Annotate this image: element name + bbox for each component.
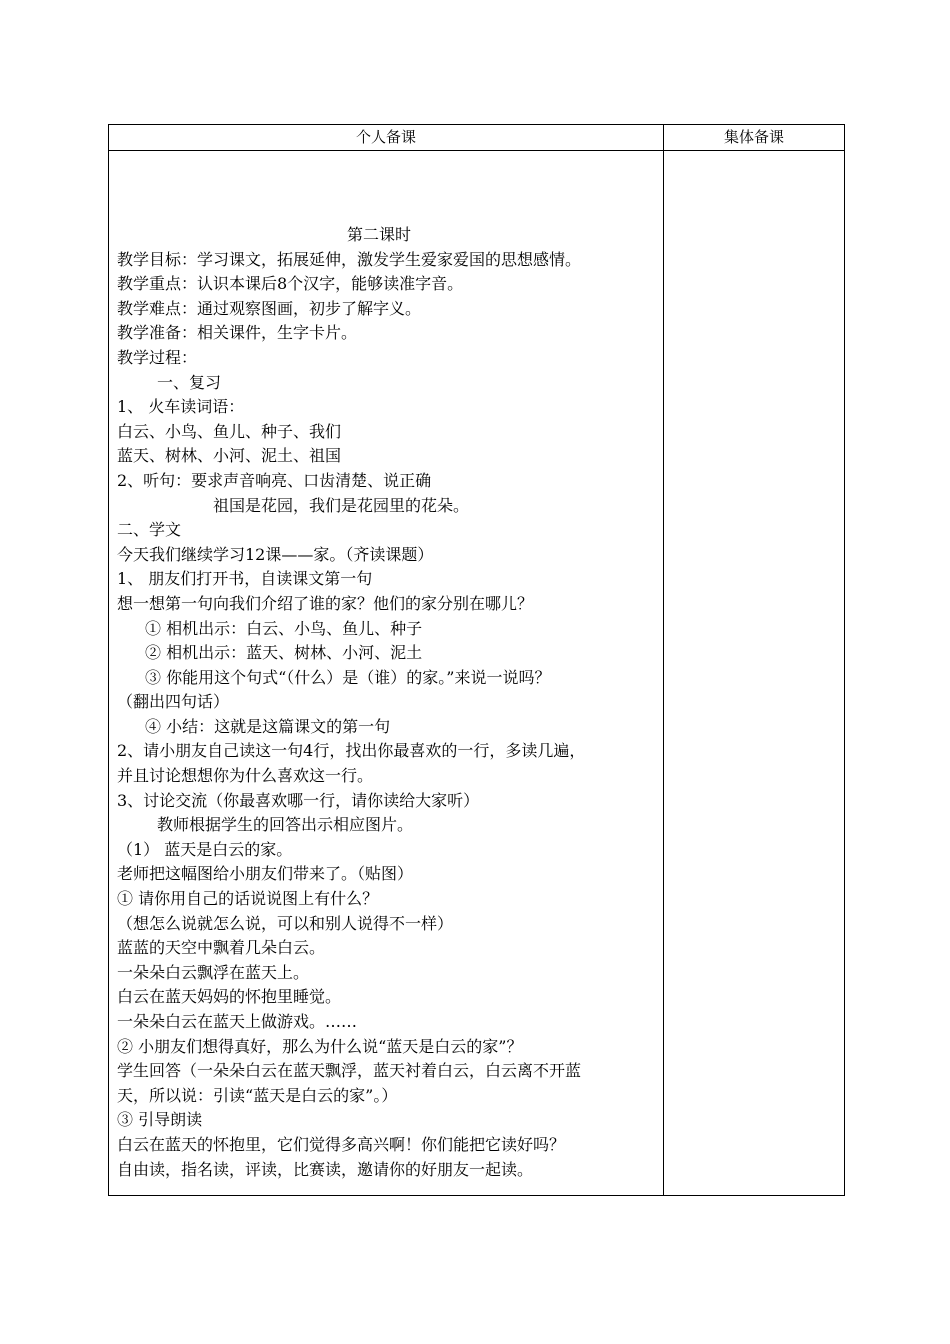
content-line: 白云、小鸟、鱼儿、种子、我们 bbox=[117, 421, 342, 441]
content-line: 祖国是花园，我们是花园里的花朵。 bbox=[213, 495, 470, 515]
header-personal-prep: 个人备课 bbox=[355, 128, 416, 146]
content-line: 学生回答（一朵朵白云在蓝天飘浮，蓝天衬着白云，白云离不开蓝 bbox=[117, 1061, 582, 1081]
content-line: 2、请小朋友自己读这一句4行，找出你最喜欢的一行，多读几遍， bbox=[117, 741, 586, 761]
content-line: 今天我们继续学习12课——家。（齐读课题） bbox=[117, 544, 434, 564]
content-line: 1、 火车读词语： bbox=[117, 397, 245, 417]
content-line: 蓝天、树林、小河、泥土、祖国 bbox=[117, 446, 342, 466]
content-line: 3、讨论交流（你最喜欢哪一行，请你读给大家听） bbox=[117, 790, 480, 810]
header-group-prep: 集体备课 bbox=[723, 128, 784, 146]
lesson-content bbox=[117, 223, 665, 1182]
content-line: ② 小朋友们想得真好，那么为什么说“蓝天是白云的家”？ bbox=[117, 1036, 523, 1056]
content-line: 并且讨论想想你为什么喜欢这一行。 bbox=[117, 766, 374, 786]
content-line: 想一想第一句向我们介绍了谁的家？他们的家分别在哪儿？ bbox=[117, 593, 534, 613]
content-line: 教学目标：学习课文，拓展延伸，激发学生爱家爱国的思想感情。 bbox=[117, 249, 582, 269]
content-line: 老师把这幅图给小朋友们带来了。（贴图） bbox=[117, 864, 414, 884]
content-line: ② 相机出示：蓝天、树林、小河、泥土 bbox=[145, 643, 423, 663]
content-line: ④ 小结：这就是这篇课文的第一句 bbox=[145, 716, 391, 736]
content-line: 2、听句：要求声音响亮、口齿清楚、说正确 bbox=[117, 470, 432, 490]
content-line: ③ 引导朗读 bbox=[117, 1110, 203, 1130]
table-header-row bbox=[109, 125, 844, 151]
content-line: 一朵朵白云在蓝天上做游戏。…… bbox=[117, 1012, 358, 1031]
content-line: 蓝蓝的天空中飘着几朵白云。 bbox=[117, 938, 326, 958]
content-line: 白云在蓝天的怀抱里，它们觉得多高兴啊！你们能把它读好吗？ bbox=[117, 1134, 566, 1154]
content-line: 白云在蓝天妈妈的怀抱里睡觉。 bbox=[117, 987, 342, 1007]
content-line: 1、 朋友们打开书，自读课文第一句 bbox=[117, 569, 373, 589]
content-line: 教学准备：相关课件，生字卡片。 bbox=[117, 323, 358, 343]
content-line: 二、学文 bbox=[117, 520, 182, 540]
content-line: 自由读，指名读，评读，比赛读，邀请你的好朋友一起读。 bbox=[117, 1159, 534, 1179]
content-line: 一、复习 bbox=[157, 372, 222, 392]
content-line: 教学重点：认识本课后8个汉字，能够读准字音。 bbox=[117, 274, 464, 294]
content-line: 教学过程： bbox=[117, 347, 198, 367]
content-line: ① 相机出示：白云、小鸟、鱼儿、种子 bbox=[145, 618, 423, 638]
content-line: 教师根据学生的回答出示相应图片。 bbox=[157, 815, 414, 835]
content-line: （翻出四句话） bbox=[117, 692, 230, 712]
content-line: （1） 蓝天是白云的家。 bbox=[117, 839, 293, 859]
content-line: 教学难点：通过观察图画，初步了解字义。 bbox=[117, 298, 422, 318]
content-line: 一朵朵白云飘浮在蓝天上。 bbox=[117, 962, 310, 982]
content-line: （想怎么说就怎么说，可以和别人说得不一样） bbox=[117, 913, 454, 933]
lesson-title: 第二课时 bbox=[346, 225, 411, 244]
content-line: ③ 你能用这个句式“（什么）是（谁）的家。”来说一说吗？ bbox=[145, 667, 551, 687]
content-line: 天，所以说：引读“蓝天是白云的家”。） bbox=[117, 1085, 398, 1105]
content-line: ① 请你用自己的话说说图上有什么？ bbox=[117, 889, 379, 909]
